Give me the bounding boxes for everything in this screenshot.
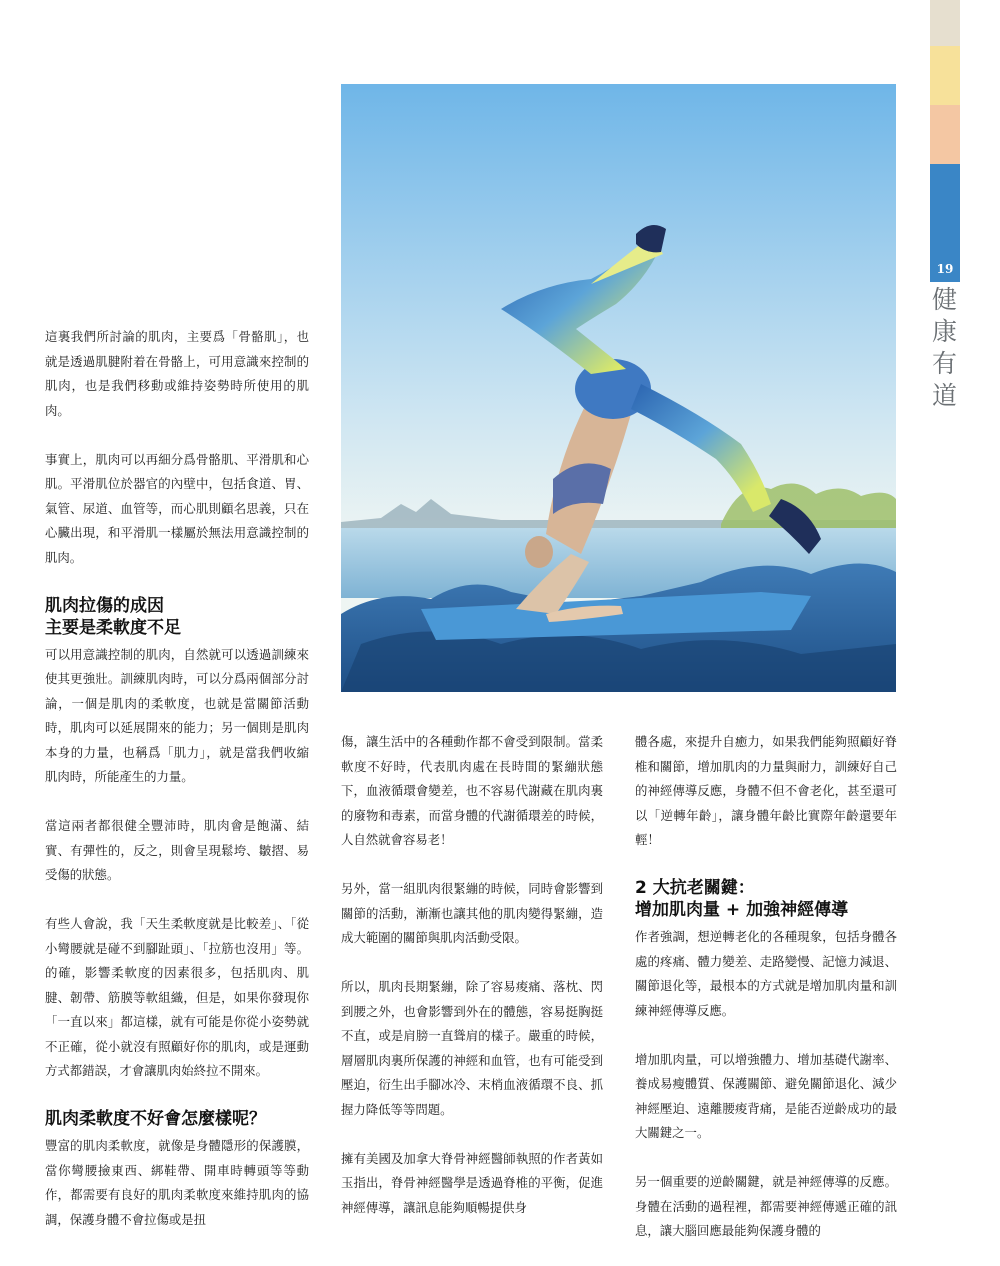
paragraph: 擁有美國及加拿大脊骨神經醫師執照的作者黃如玉指出，脊骨神經醫學是透過脊椎的平衡，促進神經傳導，讓訊息能夠順暢提供身 — [341, 1150, 603, 1215]
paragraph: 事實上，肌肉可以再細分爲骨骼肌、平滑肌和心肌。平滑肌位於器官的內壁中，包括食道、胃、氣管、尿道、血管等，而心肌則顧名思義，只在心臟出現，和平滑肌一樣屬於無法用意識控制的肌肉。 — [45, 451, 309, 565]
paragraph: 另一個重要的逆齡關鍵，就是神經傳導的反應。身體在活動的過程裡，都需要神經傳遞正確的訊息，讓大腦回應最能夠保護身體的 — [635, 1174, 897, 1238]
section-title-char: 康 — [931, 317, 958, 346]
sidebar-color-bar — [930, 0, 960, 1266]
paragraph: 作者強調，想逆轉老化的各種現象，包括身體各處的疼痛、體力變差、走路變慢、記憶力減退、關節退化等，最根本的方式就是增加肌肉量和訓練神經傳導反應。 — [635, 929, 897, 1018]
paragraph: 當這兩者都很健全豐沛時，肌肉會是飽滿、結實、有彈性的，反之，則會呈現鬆垮、皺摺、易受傷的狀態。 — [45, 818, 309, 882]
subheading — [45, 595, 309, 639]
bar-segment-yellow — [930, 46, 960, 105]
paragraph: 傷，讓生活中的各種動作都不會受到限制。當柔軟度不好時，代表肌肉處在長時間的緊繃狀態下，血液循環會變差，也不容易代謝藏在肌肉裏的廢物和毒素，而當身體的代謝循環差的時候，人自然就會容易老！ — [341, 734, 603, 847]
subheading-line: 2 大抗老關鍵： — [635, 878, 755, 898]
paragraph: 有些人會說，我「天生柔軟度就是比較差」、「從小彎腰就是碰不到腳趾頭」、「拉筋也沒用」等。的確，影響柔軟度的因素很多，包括肌肉、肌腱、韌帶、筋膜等軟組織，但是，如果你發現你「一直以來」都這樣，就有可能是你從小姿勢就不正確，從小就沒有照顧好你的肌肉，或是運動方式都錯誤，才會讓肌肉始終拉不開來。 — [45, 916, 309, 1078]
subheading-line: 肌肉拉傷的成因 — [45, 595, 164, 616]
yoga-pose-photo — [341, 84, 896, 692]
section-title-char: 道 — [931, 381, 958, 410]
text-column-1 — [45, 325, 309, 1232]
paragraph: 這裏我們所討論的肌肉，主要爲「骨骼肌」，也就是透過肌腱附着在骨骼上，可用意識來控制的肌肉，也是我們移動或維持姿勢時所使用的肌肉。 — [45, 329, 309, 418]
paragraph: 豐富的肌肉柔軟度，就像是身體隱形的保護膜，當你彎腰撿東西、綁鞋帶、開車時轉頭等等動作，都需要有良好的肌肉柔軟度來維持肌肉的協調，保護身體不會拉傷或是扭 — [45, 1138, 309, 1227]
bar-segment-peach — [930, 105, 960, 164]
section-title-char: 有 — [931, 349, 958, 378]
paragraph: 另外，當一組肌肉很緊繃的時候，同時會影響到關節的活動，漸漸也讓其他的肌肉變得緊繃，造成大範圍的關節與肌肉活動受限。 — [341, 881, 603, 945]
subheading — [635, 877, 897, 921]
bar-segment-beige — [930, 0, 960, 46]
page-number: 19 — [936, 262, 954, 276]
paragraph: 所以，肌肉長期緊繃，除了容易痠痛、落枕、閃到腰之外，也會影響到外在的體態，容易挺胸挺不直，或是肩膀一直聳肩的樣子。嚴重的時候，層層肌肉裏所保護的神經和血管，也有可能受到壓迫，衍生出手腳冰冷、末梢血液循環不良、抓握力降低等等問題。 — [341, 979, 603, 1117]
text-column-3 — [635, 730, 897, 1244]
paragraph: 增加肌肉量，可以增強體力、增加基礎代謝率、養成易瘦體質、保護關節、避免關節退化、減少神經壓迫、遠離腰痠背痛，是能否逆齡成功的最大關鍵之一。 — [635, 1051, 897, 1140]
section-title-char: 健 — [931, 285, 958, 314]
section-title — [929, 284, 961, 412]
subheading-line: 主要是柔軟度不足 — [45, 617, 181, 638]
subheading-line: 增加肌肉量 + 加強神經傳導 — [635, 900, 849, 920]
text-column-2 — [341, 730, 603, 1220]
paragraph: 體各處，來提升自癒力，如果我們能夠照顧好脊椎和關節，增加肌肉的力量與耐力，訓練好自己的神經傳導反應，身體不但不會老化，甚至還可以「逆轉年齡」，讓身體年齡比實際年齡還要年輕！ — [635, 734, 897, 847]
subheading: 肌肉柔軟度不好會怎麼樣呢？ — [45, 1109, 266, 1129]
paragraph: 可以用意識控制的肌肉，自然就可以透過訓練來使其更強壯。訓練肌肉時，可以分爲兩個部分討論，一個是肌肉的柔軟度，也就是當關節活動時，肌肉可以延展開來的能力；另一個則是肌肉本身的力量，也稱爲「肌力」，就是當我們收縮肌肉時，所能產生的力量。 — [45, 646, 309, 784]
